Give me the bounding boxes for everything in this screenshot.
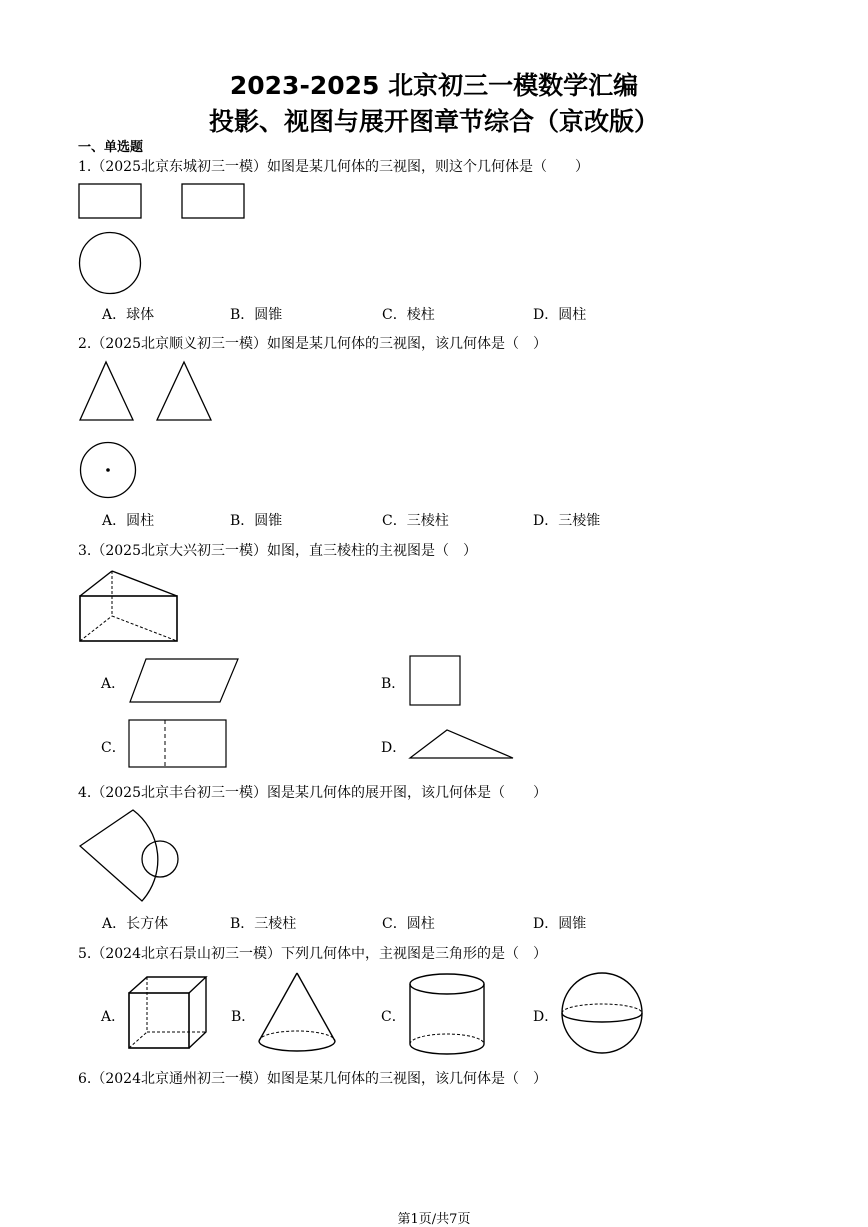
q4-base-circle — [142, 841, 178, 877]
q3-option-b: B． — [381, 676, 406, 692]
q3-option-d-triangle — [409, 728, 515, 760]
q4-option-b: B．三棱柱 — [230, 916, 297, 932]
q3-option-c-rectangle-dashed — [128, 719, 228, 769]
q5-option-a: A． — [101, 1009, 126, 1025]
q1-option-d: D．圆柱 — [533, 307, 587, 323]
q2-option-b: B．圆锥 — [230, 513, 283, 529]
question-5-stem: 5.（2024北京石景山初三一模）下列几何体中，主视图是三角形的是（ ） — [78, 946, 547, 962]
section-heading: 一、单选题 — [78, 140, 144, 155]
q1-three-view-figure — [78, 183, 248, 295]
page-title-line2: 投影、视图与展开图章节综合（京改版） — [208, 107, 659, 136]
q2-side-view-triangle — [157, 362, 211, 420]
q1-option-b: B．圆锥 — [230, 307, 283, 323]
q5-option-c-cylinder — [408, 972, 488, 1058]
question-3-stem: 3.（2025北京大兴初三一模）如图，直三棱柱的主视图是（ ） — [78, 543, 477, 559]
q5-option-b: B． — [231, 1009, 256, 1025]
q3-option-c: C． — [101, 740, 126, 756]
q3-option-b-square — [409, 655, 463, 707]
q2-front-view-triangle — [80, 362, 133, 420]
q4-cone-net-figure — [78, 808, 182, 906]
page-title-line1: 2023-2025 北京初三一模数学汇编 — [229, 71, 639, 100]
q2-option-a: A．圆柱 — [102, 513, 155, 529]
question-2-stem: 2.（2025北京顺义初三一模）如图是某几何体的三视图，该几何体是（ ） — [78, 336, 547, 352]
q5-option-c: C． — [381, 1009, 406, 1025]
q3-option-a: A． — [101, 676, 126, 692]
q4-option-a: A．长方体 — [102, 916, 169, 932]
q1-option-a: A．球体 — [102, 307, 155, 323]
q1-top-view-circle — [80, 233, 141, 294]
question-4-stem: 4.（2025北京丰台初三一模）图是某几何体的展开图，该几何体是（ ） — [78, 785, 547, 801]
q4-sector — [80, 810, 158, 901]
q2-option-d: D．三棱锥 — [533, 513, 601, 529]
question-1-stem: 1.（2025北京东城初三一模）如图是某几何体的三视图，则这个几何体是（ ） — [78, 159, 589, 175]
q2-option-c: C．三棱柱 — [382, 513, 449, 529]
q1-front-view-rectangle — [79, 184, 141, 218]
q5-option-a-cube — [127, 975, 209, 1051]
q5-option-b-cone — [257, 971, 341, 1055]
q4-option-d: D．圆锥 — [533, 916, 587, 932]
q5-option-d-sphere — [560, 971, 646, 1057]
q5-option-d: D． — [533, 1009, 559, 1025]
q2-top-view-center-dot — [106, 468, 110, 472]
q3-option-d: D． — [381, 740, 407, 756]
q1-option-c: C．棱柱 — [382, 307, 435, 323]
q1-side-view-rectangle — [182, 184, 244, 218]
q3-triangular-prism-figure — [78, 568, 182, 646]
q2-three-view-figure — [78, 360, 218, 502]
question-6-stem: 6.（2024北京通州初三一模）如图是某几何体的三视图，该几何体是（ ） — [78, 1071, 547, 1087]
q3-option-a-parallelogram — [128, 657, 240, 705]
page-footer: 第1页/共7页 — [397, 1212, 471, 1227]
q4-option-c: C．圆柱 — [382, 916, 435, 932]
